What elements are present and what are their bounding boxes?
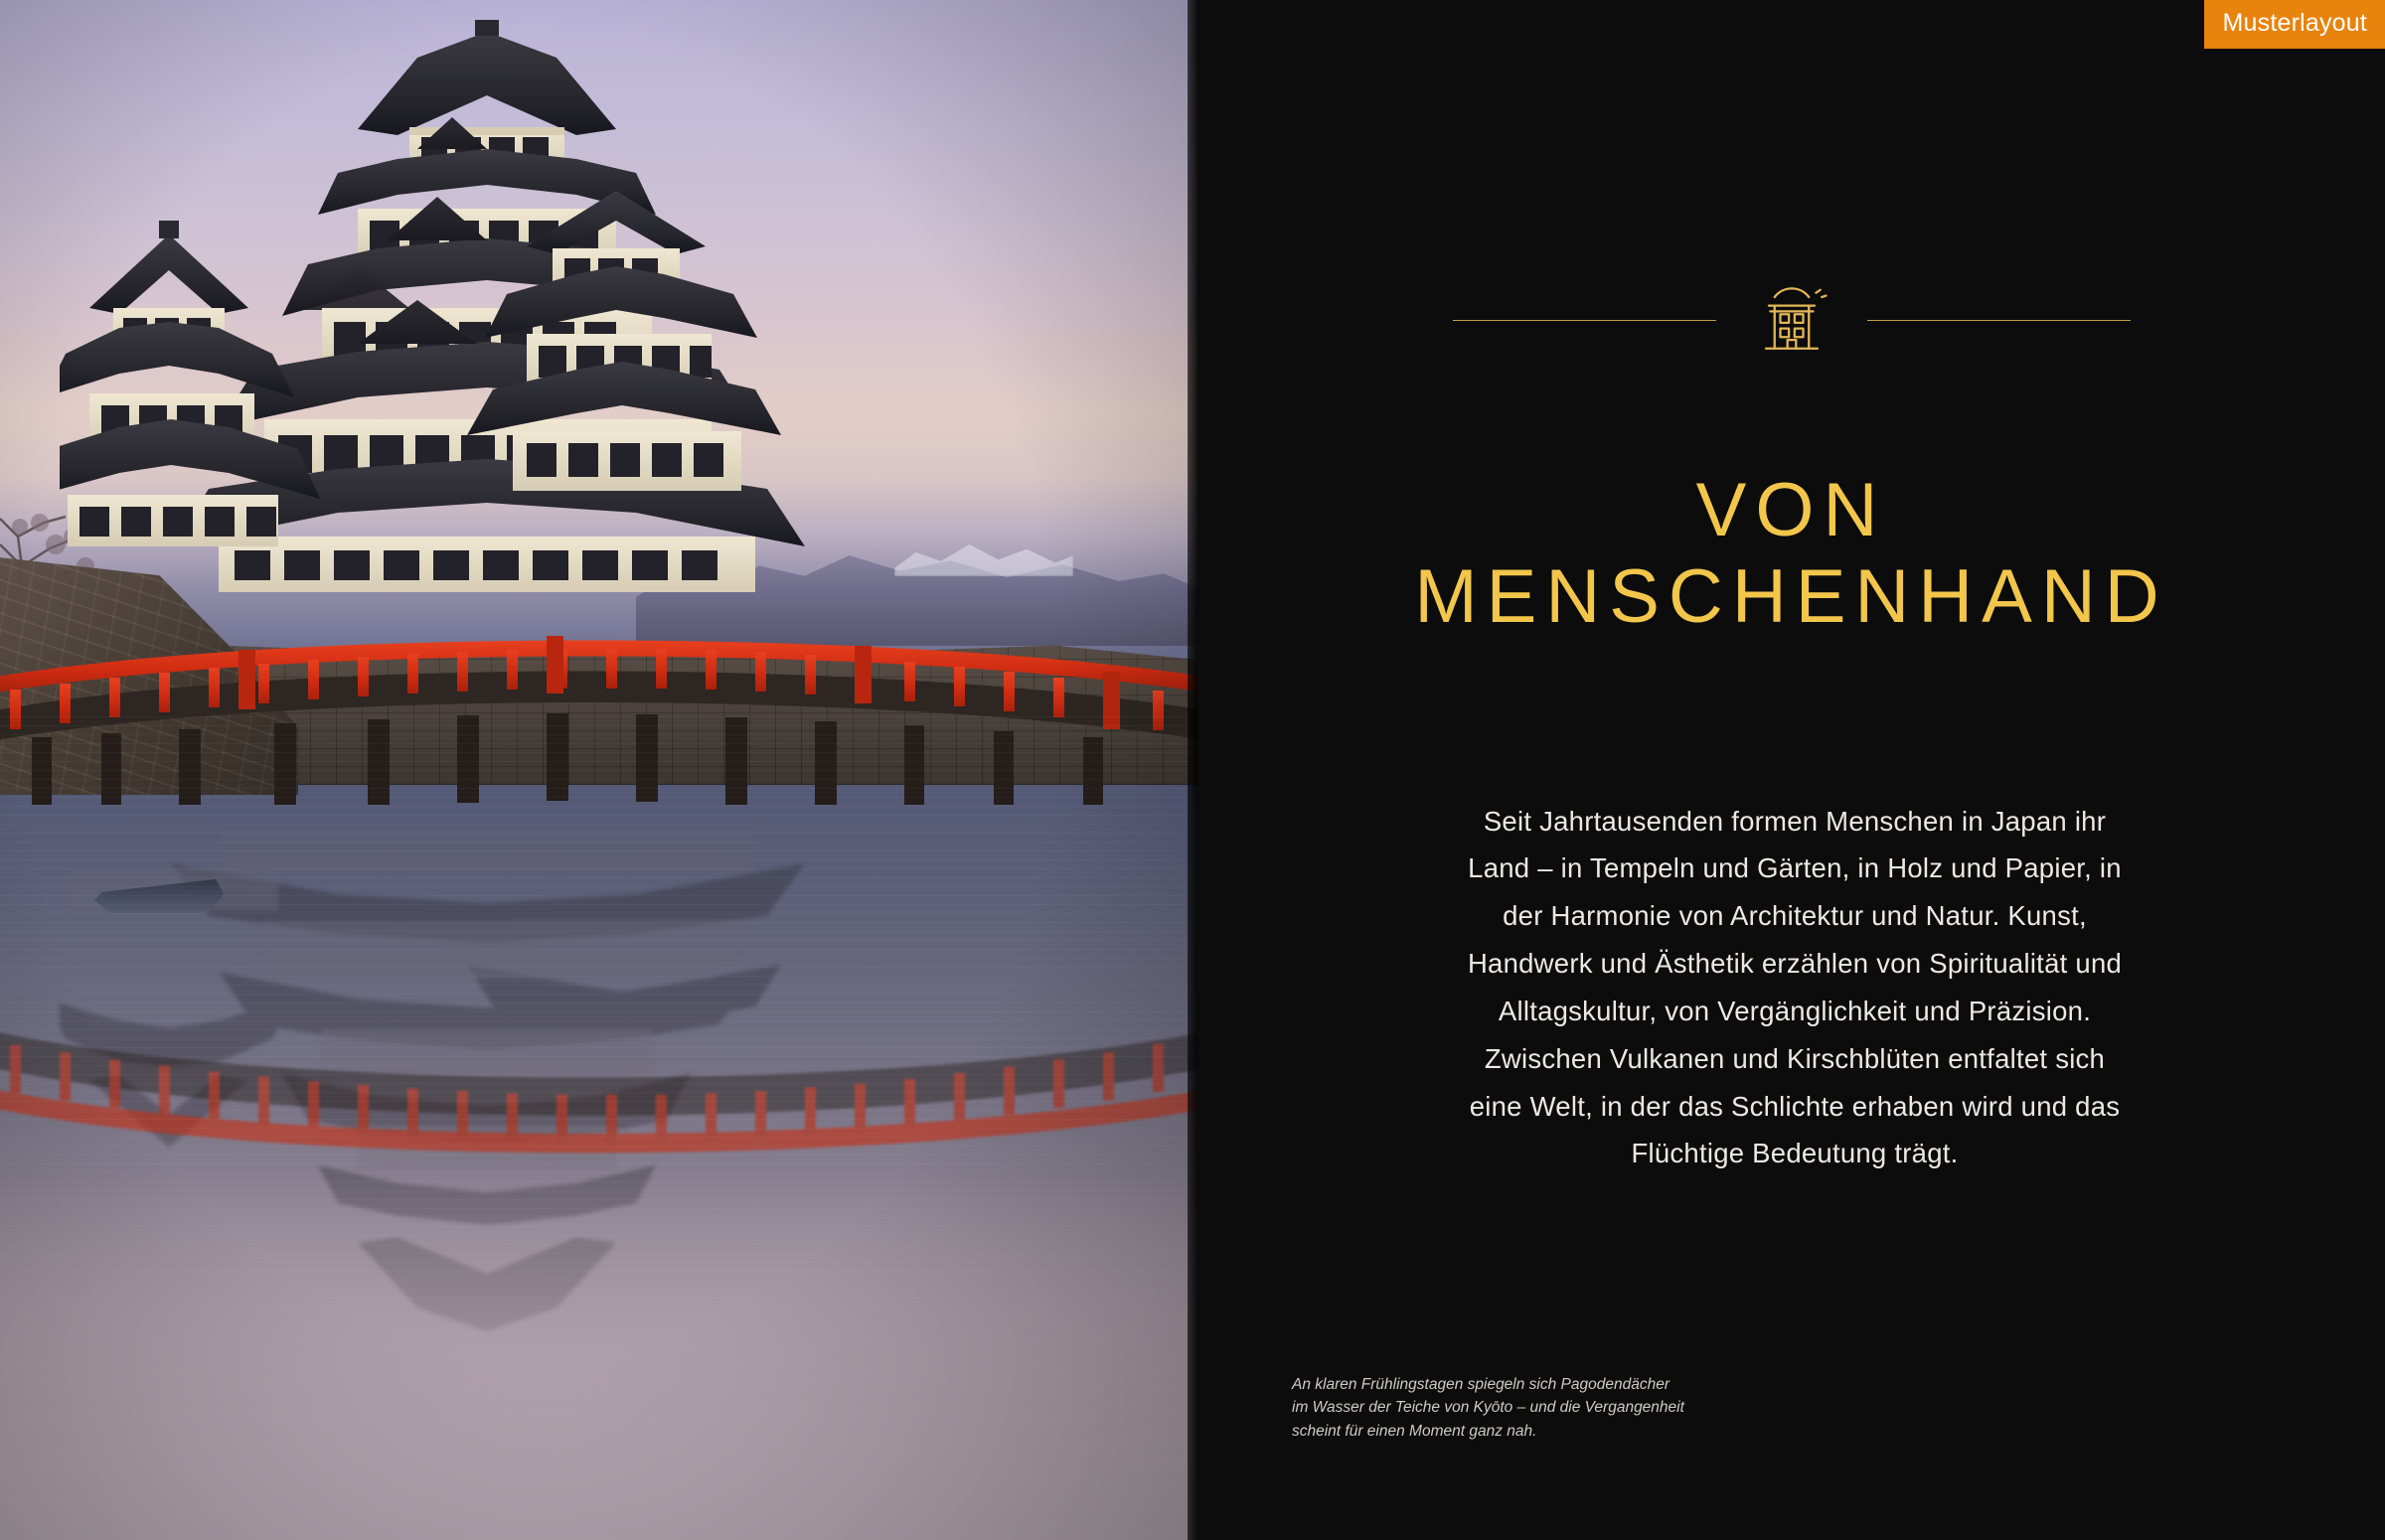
headline-line-1: VON bbox=[1695, 467, 1887, 552]
headline-line-2: MENSCHENHAND bbox=[1414, 553, 2168, 639]
matsumoto-castle bbox=[60, 10, 924, 666]
rule-left bbox=[1453, 320, 1716, 321]
rule-right bbox=[1867, 320, 2131, 321]
text-page bbox=[1197, 0, 2385, 1540]
musterlayout-badge: Musterlayout bbox=[2204, 0, 2385, 49]
bridge-reflection bbox=[0, 954, 1197, 1182]
photo-caption: An klaren Frühlingstagen spiegeln sich Pagodendächer im Wasser der Teiche von Kyōto – und die Vergangenheit scheint für einen Moment ganz nah. bbox=[1292, 1375, 1684, 1440]
red-bridge bbox=[0, 616, 1197, 805]
intro-paragraph: Seit Jahrtausenden formen Menschen in Japan ihr Land – in Tempeln und Gärten, in Holz und Papier, in der Harmonie von Architektur und Natur. Kunst, Handwerk und Ästhetik erzählen von Spiritualität und Alltagskultur, von Vergänglichkeit und Präzision. Zwischen Vulkanen und Kirschblüten entfaltet sich eine Welt, in der das Schlichte erhaben wird und das Flüchtige Bedeutung trägt. bbox=[1467, 805, 2123, 1169]
ornament-divider bbox=[1197, 274, 2385, 366]
pagoda-building-icon bbox=[1746, 274, 1837, 366]
page-title bbox=[1197, 468, 2385, 640]
